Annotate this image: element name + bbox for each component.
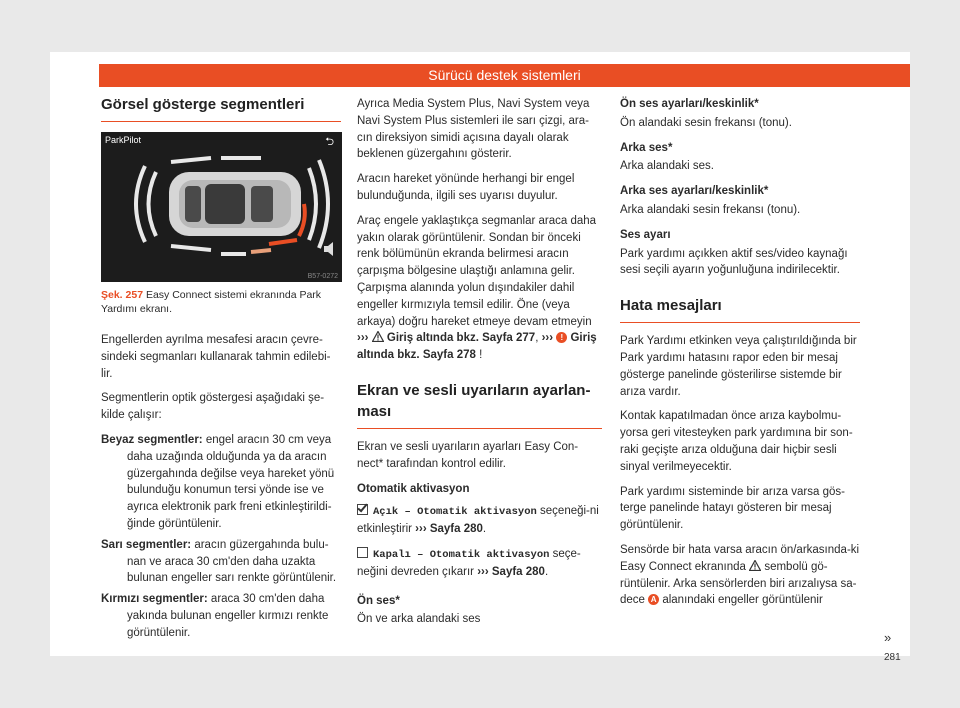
paragraph	[620, 542, 860, 609]
car-top-view	[169, 172, 301, 236]
paragraph: Ayrıca Media System Plus, Navi System veya Navi System Plus sistemleri ile sarı çizgi, ara-cın direksiyon simidi açısına dayalı olarak beklenen güzergahını gösterir.	[357, 98, 590, 161]
area-a-badge: A	[648, 594, 659, 605]
document-page	[50, 52, 910, 663]
warning-icon	[749, 560, 761, 571]
checkbox-unchecked-icon	[357, 547, 368, 558]
paragraph: Park yardımı açıkken aktif ses/video kaynağı sesi seçili ayarın yoğunluğuna indirilecektir.	[620, 247, 848, 277]
section-title-error-messages: Hata mesajları	[620, 295, 860, 323]
speaker-icon	[324, 242, 333, 256]
subheading-auto-activation: Otomatik aktivasyon	[357, 482, 470, 495]
page-number: 281	[884, 652, 901, 663]
chapter-header: Sürücü destek sistemleri	[99, 64, 910, 87]
paragraph: Arka alandaki ses.	[620, 160, 714, 173]
column-3	[620, 96, 860, 617]
paragraph: Segmentlerin optik göstergesi aşağıdaki şe-kilde çalışır:	[101, 392, 325, 422]
paragraph: Park yardımı sisteminde bir arıza varsa gös-terge panelinde hatayı gösteren bir mesaj görüntülenir.	[620, 485, 845, 532]
option-label: Kapalı – Otomatik aktivasyon	[373, 548, 550, 561]
definition-text: araca 30 cm'den daha yakında bulunan engeller kırmızı renkte görüntülenir.	[127, 593, 329, 639]
option-text: seçeneği-ni etkinleştirir	[357, 505, 599, 536]
column-1	[101, 96, 341, 646]
link-arrows: ›››	[541, 332, 554, 345]
figure-caption-text: Easy Connect sistemi ekranında Park Yardımı ekranı.	[101, 289, 322, 315]
paragraph-text: Sensörde bir hata varsa aracın ön/arkasında-ki Easy Connect ekranında	[620, 543, 860, 573]
subheading: Ön ses ayarları/keskinlik*	[620, 98, 759, 110]
option-auto-on: Açık – Otomatik aktivasyon seçeneği-ni etkinleştirir ››› Sayfa 280.	[357, 505, 599, 536]
paragraph: Arka alandaki sesin frekansı (tonu).	[620, 203, 801, 216]
definition-term: Beyaz segmentler:	[101, 433, 203, 446]
paragraph: Kontak kapatılmadan önce arıza kaybolmu-yorsa geri vitesteyken park yardımına bir son-raki geçişte arıza olduğuna dair hiçbir sesli sinyal verilmeyecektir.	[620, 410, 853, 473]
link-page-280[interactable]: ››› Sayfa 280	[415, 523, 483, 536]
option-auto-off: Kapalı – Otomatik aktivasyon seçe-neğini devreden çıkarır ››› Sayfa 280.	[357, 547, 581, 578]
paragraph: Ekran ve sesli uyarıların ayarları Easy Con-nect* tarafından kontrol edilir.	[357, 440, 579, 470]
section-title-settings: Ekran ve sesli uyarıların ayarlan-ması	[357, 380, 602, 429]
warning-icon	[372, 331, 384, 342]
option-text: seçe-neğini devreden çıkarır	[357, 547, 581, 578]
link-page-280[interactable]: ››› Sayfa 280	[477, 565, 545, 578]
return-icon: ⮌	[325, 136, 334, 148]
link-page-278[interactable]: Giriş altında bkz. Sayfa 278	[357, 332, 597, 362]
definition-red	[101, 591, 341, 641]
paragraph: Ön alandaki sesin frekansı (tonu).	[620, 116, 792, 129]
section-title-visual-segments: Görsel gösterge segmentleri	[101, 96, 341, 122]
column-2	[357, 96, 602, 636]
figure-screen-title: ParkPilot	[105, 135, 142, 145]
subheading-front-sound: Ön ses*	[357, 594, 400, 607]
parkpilot-figure	[101, 132, 342, 282]
parking-diagram	[101, 132, 342, 282]
link-page-277[interactable]: Giriş altında bkz. Sayfa 277	[383, 332, 536, 345]
figure-number: Şek. 257	[101, 289, 144, 301]
link-arrows: ›››	[357, 332, 369, 345]
definition-term: Sarı segmentler:	[101, 538, 192, 551]
definition-white	[101, 432, 341, 533]
paragraph-text: Araç engele yaklaştıkça segmanlar araca daha yakın olarak görüntülenir. Sondan bir önceki renk bölümünün ekranda belirmesi aracın çarpışma bölgesine ulaştığı anlamına gelir. Çarpışma alanında yolun dışındakiler dahil engeller kırmızıyla temsil edilir. Öne (veya arkaya) doğru hareket etmeye devam etmeyin	[357, 214, 597, 328]
paragraph: Engellerden ayrılma mesafesi aracın çevre-sindeki segmanları kullanarak tahmin edilebi-lir.	[101, 334, 331, 380]
subheading: Arka ses*	[620, 141, 673, 154]
definition-text: engel aracın 30 cm veya daha uzağında olduğunda ya da aracın güzergahında değilse veya hareket yönü bulunduğu konumun tersi yönde ise ve ayrıca elektronik park freni etkinleştirildi-ğinde görüntülenir.	[127, 433, 335, 530]
paragraph-text: sembolü gö-rüntülenir. Arka sensörlerden biri arızalıysa sa-dece	[620, 560, 857, 607]
subheading: Arka ses ayarları/keskinlik*	[620, 185, 769, 198]
option-label: Açık – Otomatik aktivasyon	[373, 506, 537, 519]
paragraph: Park Yardımı etkinken veya çalıştırıldığında bir Park yardımı hatasını rapor eden bir mesaj gösterge panelinde gösterilirse sistemde bir arıza vardır.	[620, 335, 857, 398]
figure-code: B57-0272	[307, 273, 338, 280]
continue-arrow: »	[884, 630, 892, 645]
checkbox-checked-icon	[357, 504, 368, 515]
definition-term: Kırmızı segmentler:	[101, 593, 208, 606]
figure-caption	[101, 288, 341, 316]
paragraph: Aracın hareket yönünde herhangi bir engel bulunduğunda, ilgili ses uyarısı duyulur.	[357, 173, 575, 202]
definition-text: aracın güzergahında bulu-nan ve araca 30 cm'den daha uzakta bulunan engeller sarı renkte görüntülenir.	[127, 538, 337, 585]
paragraph-end: !	[475, 349, 483, 362]
subheading: Ses ayarı	[620, 228, 671, 241]
definition-yellow	[101, 537, 341, 587]
paragraph: Ön ve arka alandaki ses	[357, 613, 481, 626]
info-icon: !	[556, 332, 567, 343]
paragraph-text: alanındaki engeller görüntülenir	[659, 594, 823, 607]
paragraph: Araç engele yaklaştıkça segmanlar araca daha yakın olarak görüntülenir. Sondan bir önceki renk bölümünün ekranda belirmesi aracın çarpışma bölgesine ulaştığı anlamına gelir. Çarpışma alanında yolun dışındakiler dahil engeller kırmızıyla temsil edilir. Öne (veya arkaya) doğru hareket etmeye devam etmeyin ››› Giriş altında bkz. Sayfa 277, ››› ! Giriş altında bkz. Sayfa 278 !	[357, 214, 597, 362]
